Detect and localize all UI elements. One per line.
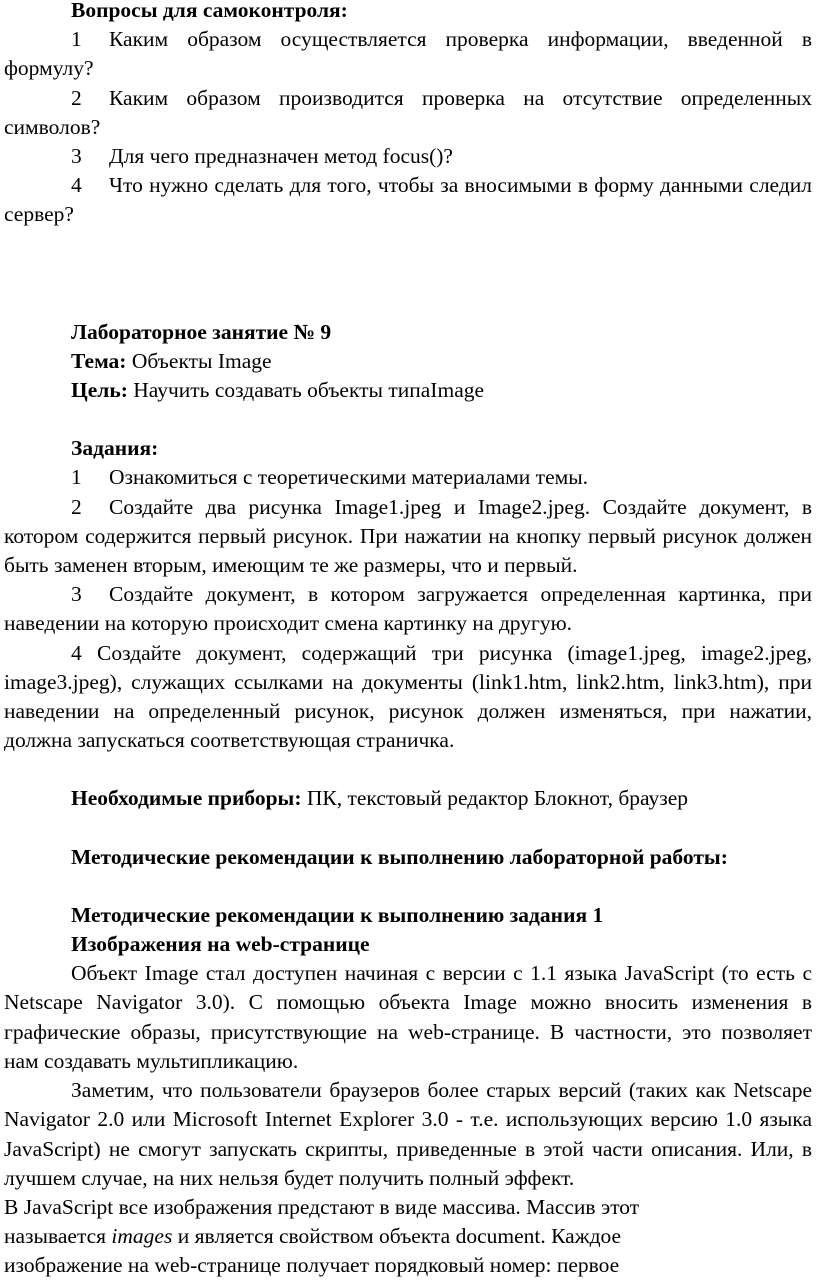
self-check-question-1: 1 Каким образом осуществляется проверка информации, введенной в формулу? [4, 27, 812, 81]
paragraph-2: Заметим, что пользователи браузеров более старых версий (таких как Netscape Navigator 2.0 или Microsoft Internet Explorer 3.0 - т.е. использующих версию 1.0 языка JavaScript) не смогут запускать скрипты, приведенные в этой части описания. Или, в лучшем случае, на них нельзя будет получить полный эффект. [4, 1078, 812, 1190]
spacer [4, 755, 812, 784]
paragraph-3: В JavaScript все изображения предстают в виде массива. Массив этот называется images и является свойством объекта document. Каждое изображение на web-странице получает порядковый номер: первое [4, 1194, 640, 1278]
self-check-question-3: 3 Для чего предназначен метод focus()? [71, 144, 453, 169]
spacer [4, 872, 812, 901]
spacer [4, 230, 812, 318]
lab-topic: Тема: Объекты Image [71, 348, 272, 373]
task-2: 2 Создайте два рисунка Image1.jpeg и Image2.jpeg. Создайте документ, в котором содержится первый рисунок. При нажатии на кнопку первый рисунок должен быть заменен вторым, имеющим те же размеры, что и первый. [4, 494, 812, 578]
lab-title: Лабораторное занятие № 9 [71, 319, 332, 344]
paragraph-1: Объект Image стал доступен начиная с версии с 1.1 языка JavaScript (то есть с Netscape Navigator 3.0). С помощью объекта Image можно вносить изменения в графические образы, присутствующие на web-странице. В частности, это позволяет нам создавать мультипликацию. [4, 961, 812, 1073]
tasks-heading: Задания: [71, 436, 159, 461]
self-check-question-2: 2 Каким образом производится проверка на отсутствие определенных символов? [4, 85, 812, 139]
spacer [4, 814, 812, 843]
lab-goal: Цель: Научить создавать объекты типаImage [71, 378, 485, 403]
task-3: 3 Создайте документ, в котором загружается определенная картинка, при наведении на которую происходит смена картинку на другую. [4, 582, 812, 636]
task-4: 4 Создайте документ, содержащий три рисунка (image1.jpeg, image2.jpeg, image3.jpeg), служащих ссылками на документы (link1.htm, link2.htm, link3.htm), при наведении на определенный рисунок, рисунок должен изменяться, при нажатии, должна запускаться соответствующая страничка. [4, 640, 812, 753]
spacer [4, 405, 812, 434]
self-check-heading: Вопросы для самоконтроля: [71, 0, 348, 22]
equipment: Необходимые приборы: ПК, текстовый редактор Блокнот, браузер [71, 786, 689, 811]
self-check-question-4: 4 Что нужно сделать для того, чтобы за вносимыми в форму данными следил сервер? [4, 173, 812, 227]
method-heading: Методические рекомендации к выполнению лабораторной работы: [71, 844, 728, 869]
section-heading: Изображения на web-странице [71, 932, 370, 957]
task1-method-heading: Методические рекомендации к выполнению задания 1 [71, 902, 604, 927]
task-1: 1 Ознакомиться с теоретическими материалами темы. [71, 465, 589, 490]
